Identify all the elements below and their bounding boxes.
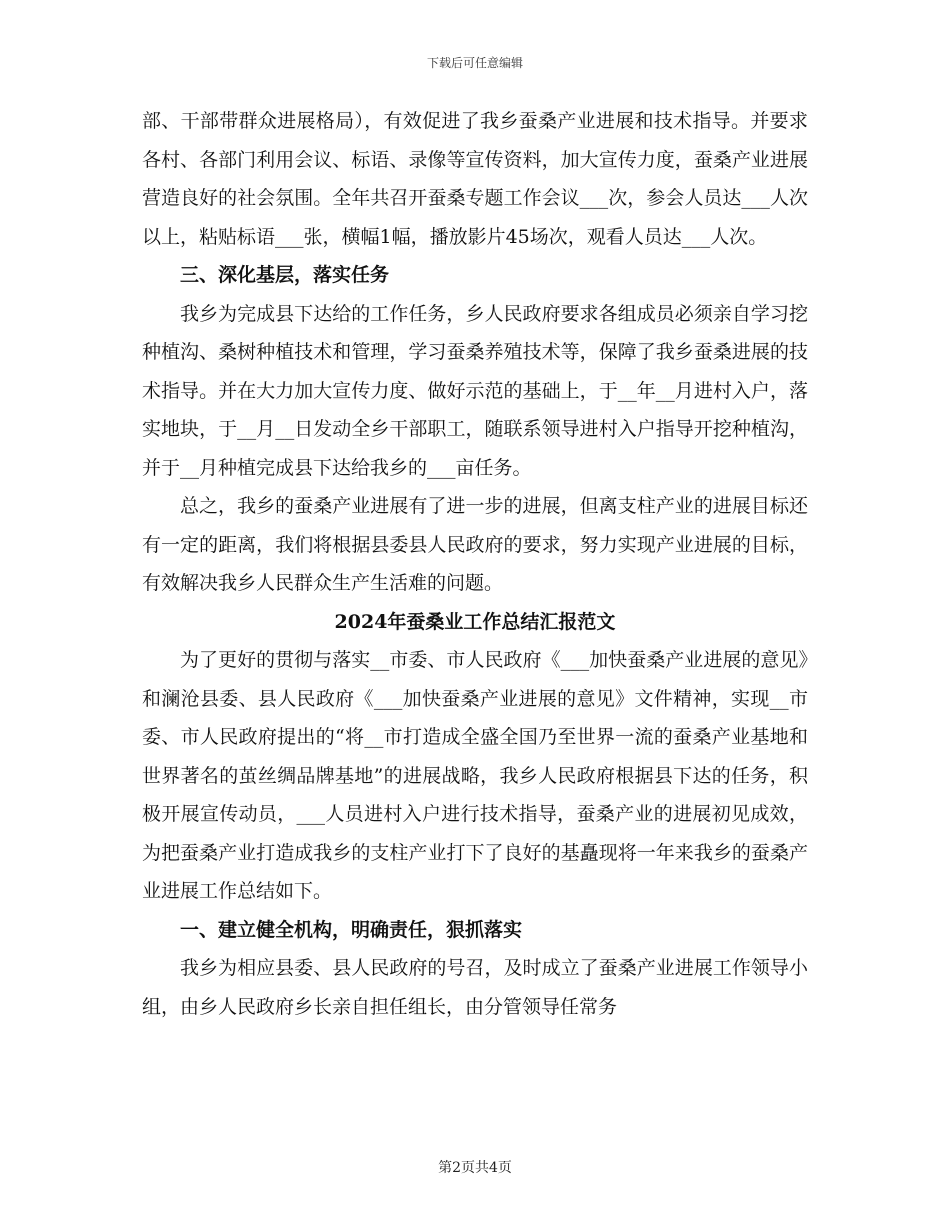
header-note: 下载后可任意编辑 [426, 56, 523, 70]
page-footer: 第2页共4页 [438, 1160, 512, 1176]
section-heading-3: 三、深化基层，落实任务 [180, 264, 390, 286]
paragraph: 我乡为完成县下达给的工作任务，乡人民政府要求各组成员必须亲自学习挖种植沟、桑树种植技术和管理，学习蚕桑养殖技术等，保障了我乡蚕桑进展的技术指导。并在大力加大宣传力度、做好示范的基础上，于__年__月进村入户，落实地块，于__月__日发动全乡干部职工，随联系领导进村入户指导开挖种植沟，并于__月种植完成县下达给我乡的___亩任务。 [142, 302, 808, 479]
paragraph-continuation: 部、干部带群众进展格局），有效促进了我乡蚕桑产业进展和技术指导。并要求各村、各部门利用会议、标语、录像等宣传资料，加大宣传力度，蚕桑产业进展营造良好的社会氛围。全年共召开蚕桑专题工作会议___次，参会人员达___人次以上，粘贴标语___张，横幅1幅，播放影片45场次，观看人员达___人次。 [142, 110, 808, 248]
document-title: 2024年蚕桑业工作总结汇报范文 [334, 610, 616, 633]
paragraph: 我乡为相应县委、县人民政府的号召，及时成立了蚕桑产业进展工作领导小组，由乡人民政府乡长亲自担任组长，由分管领导任常务 [142, 957, 808, 1018]
document-body [142, 102, 808, 1026]
paragraph: 为了更好的贯彻与落实__市委、市人民政府《___加快蚕桑产业进展的意见》和澜沧县委、县人民政府《___加快蚕桑产业进展的意见》文件精神，实现__市委、市人民政府提出的“将__市打造成全盛全国乃至世界一流的蚕桑产业基地和世界著名的茧丝绸品牌基地”的进展战略，我乡人民政府根据县下达的任务，积极开展宣传动员，___人员进村入户进行技术指导，蚕桑产业的进展初见成效，为把蚕桑产业打造成我乡的支柱产业打下了良好的基矗现将一年来我乡的蚕桑产业进展工作总结如下。 [142, 649, 808, 902]
paragraph: 总之，我乡的蚕桑产业进展有了进一步的进展，但离支柱产业的进展目标还有一定的距离，我们将根据县委县人民政府的要求，努力实现产业进展的目标，有效解决我乡人民群众生产生活难的问题。 [142, 495, 808, 594]
section-heading-1: 一、建立健全机构，明确责任，狠抓落实 [180, 918, 523, 941]
